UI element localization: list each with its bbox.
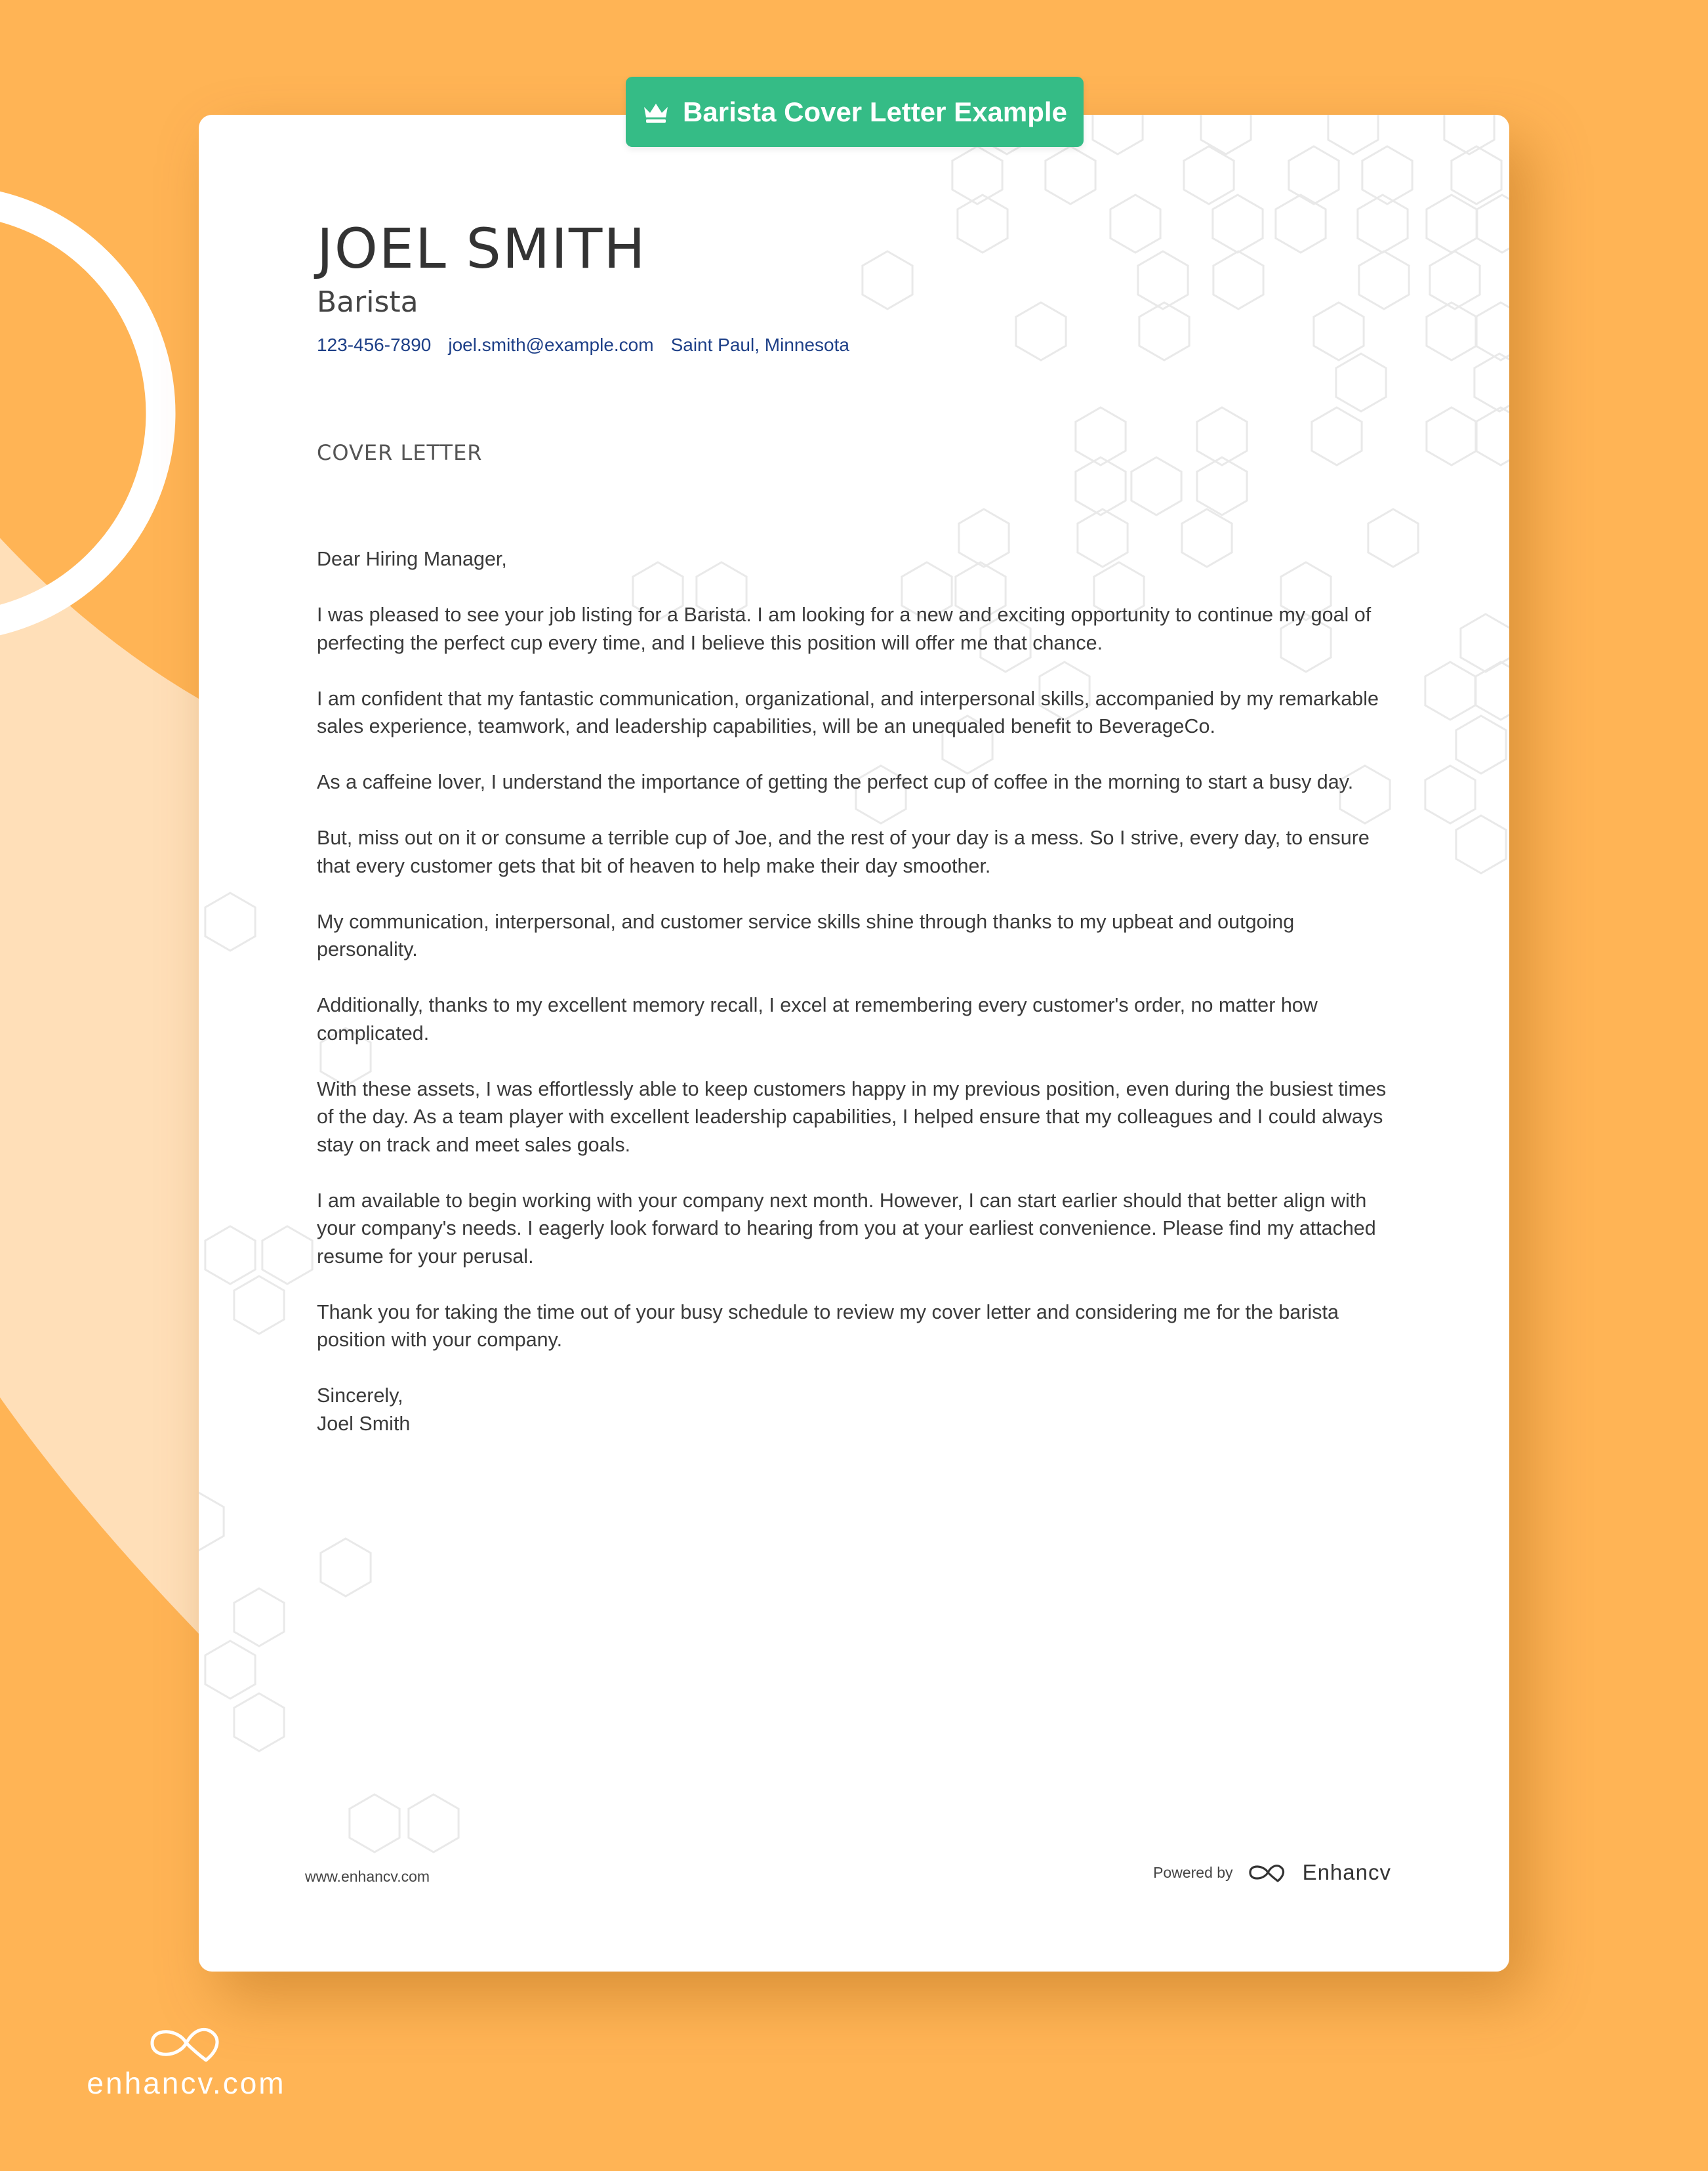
- background-ring: [0, 200, 161, 627]
- hexagon-shape: [199, 1493, 224, 1550]
- letter-paragraph: I am confident that my fantastic communication, organizational, and interpersonal skills, accompanied by my remarkable sales experience, teamwork, and leadership capabilities, will be an unequaled benefit to BeverageCo.: [317, 687, 1379, 737]
- hexagon-shape: [234, 1588, 284, 1646]
- hexagon-shape: [234, 1693, 284, 1751]
- hexagon-shape: [1110, 195, 1160, 253]
- hexagon-shape: [1444, 115, 1494, 154]
- hexagon-shape: [1476, 302, 1509, 360]
- hexagon-shape: [205, 893, 255, 951]
- brand-name: Enhancv: [1302, 1860, 1391, 1884]
- hexagon-shape: [1358, 195, 1408, 253]
- background-light-shape: [0, 538, 199, 1634]
- hexagon-shape: [205, 1226, 255, 1284]
- hexagon-shape: [1452, 146, 1501, 204]
- hexagon-shape: [1474, 354, 1509, 411]
- hexagon-shape: [1362, 146, 1412, 204]
- hexagon-shape: [1456, 816, 1506, 873]
- badge-label: Barista Cover Letter Example: [683, 96, 1067, 127]
- hexagon-shape: [1456, 716, 1506, 774]
- hexagon-shape: [1425, 766, 1475, 823]
- hexagon-shape: [1425, 662, 1475, 720]
- infinity-heart-icon: [144, 2022, 228, 2064]
- hexagon-shape: [1476, 407, 1509, 465]
- hexagon-shape: [1213, 195, 1263, 253]
- corner-logo-text: enhancv.com: [87, 2066, 286, 2100]
- hexagon-shape: [1359, 251, 1409, 309]
- hexagon-shape: [1328, 115, 1378, 154]
- hexagon-shape: [952, 146, 1002, 204]
- letter-paragraph: With these assets, I was effortlessly able to keep customers happy in my previous position, even during the busiest times of the day. As a team player with excellent leadership capabilities, I helped ensure that my colleagues and I could always stay on track and meet sales goals.: [317, 1077, 1387, 1156]
- hexagon-shape: [1427, 195, 1476, 253]
- hexagon-shape: [1476, 662, 1509, 720]
- hexagon-shape: [1016, 302, 1066, 360]
- hexagon-shape: [1336, 354, 1386, 411]
- hexagon-shape: [262, 1226, 312, 1284]
- letter-signature: Joel Smith: [317, 1412, 411, 1435]
- crown-icon: [642, 101, 670, 123]
- hexagon-shape: [234, 1276, 284, 1334]
- letter-paragraph: As a caffeine lover, I understand the importance of getting the perfect cup of coffee in the morning to start a busy day.: [317, 771, 1354, 793]
- hexagon-shape: [1289, 146, 1339, 204]
- letter-paragraph: Thank you for taking the time out of your busy schedule to review my cover letter and considering me for the barista position with your company.: [317, 1300, 1339, 1351]
- hexagon-shape: [1276, 195, 1326, 253]
- hexagon-shape: [863, 251, 912, 309]
- hexagon-shape: [1093, 115, 1143, 154]
- hexagon-shape: [1427, 407, 1476, 465]
- hexagon-shape: [1427, 302, 1476, 360]
- applicant-role: Barista: [317, 285, 418, 319]
- hexagon-shape: [1477, 195, 1509, 253]
- hexagon-shape: [1046, 146, 1095, 204]
- section-title: COVER LETTER: [317, 440, 483, 465]
- letter-paragraph: My communication, interpersonal, and customer service skills shine through thanks to my upbeat and outgoing personality.: [317, 910, 1295, 961]
- cover-letter-page: [199, 115, 1509, 1972]
- hexagon-shape: [1312, 407, 1362, 465]
- contact-info: [317, 335, 849, 356]
- letter-paragraph: I am available to begin working with your company next month. However, I can start earlier should that better align with your company's needs. I eagerly look forward to hearing from you at your earliest convenience. Please find my attached resume for your perusal.: [317, 1189, 1376, 1268]
- hexagon-shape: [1201, 115, 1251, 154]
- hexagon-shape: [321, 1539, 371, 1596]
- hexagon-shape: [205, 1641, 255, 1699]
- footer-url[interactable]: www.enhancv.com: [305, 1868, 430, 1885]
- letter-paragraph: Additionally, thanks to my excellent memory recall, I excel at remembering every customer's order, no matter how complicated.: [317, 994, 1318, 1044]
- letter-paragraph: I was pleased to see your job listing for a Barista. I am looking for a new and exciting opportunity to continue my goal of perfecting the perfect cup every time, and I believe this position will offer me that chance.: [317, 604, 1372, 654]
- example-badge[interactable]: [626, 77, 1084, 147]
- letter-body: [317, 545, 1393, 1437]
- contact-email[interactable]: joel.smith@example.com: [448, 335, 654, 355]
- hexagon-shape: [958, 195, 1007, 253]
- hexagon-shape: [1131, 457, 1181, 515]
- infinity-heart-icon: [1246, 1861, 1290, 1884]
- hexagon-shape: [350, 1794, 399, 1852]
- contact-location: Saint Paul, Minnesota: [670, 335, 849, 355]
- letter-paragraph: But, miss out on it or consume a terrible cup of Joe, and the rest of your day is a mess. So I strive, every day, to ensure that every customer gets that bit of heaven to help make their day smoother.: [317, 827, 1370, 877]
- hexagon-shape: [1139, 302, 1189, 360]
- hexagon-shape: [1138, 251, 1188, 309]
- hexagon-shape: [409, 1794, 458, 1852]
- letter-greeting: Dear Hiring Manager,: [317, 548, 507, 570]
- hexagon-shape: [1430, 251, 1480, 309]
- powered-by-label: Powered by: [1153, 1863, 1233, 1881]
- letter-closing: Sincerely,: [317, 1384, 403, 1407]
- corner-logo[interactable]: [88, 2022, 285, 2101]
- contact-phone[interactable]: 123-456-7890: [317, 335, 432, 355]
- hexagon-shape: [1314, 302, 1364, 360]
- powered-by[interactable]: [1153, 1860, 1391, 1885]
- applicant-name: JOEL SMITH: [317, 217, 647, 281]
- hexagon-shape: [1213, 251, 1263, 309]
